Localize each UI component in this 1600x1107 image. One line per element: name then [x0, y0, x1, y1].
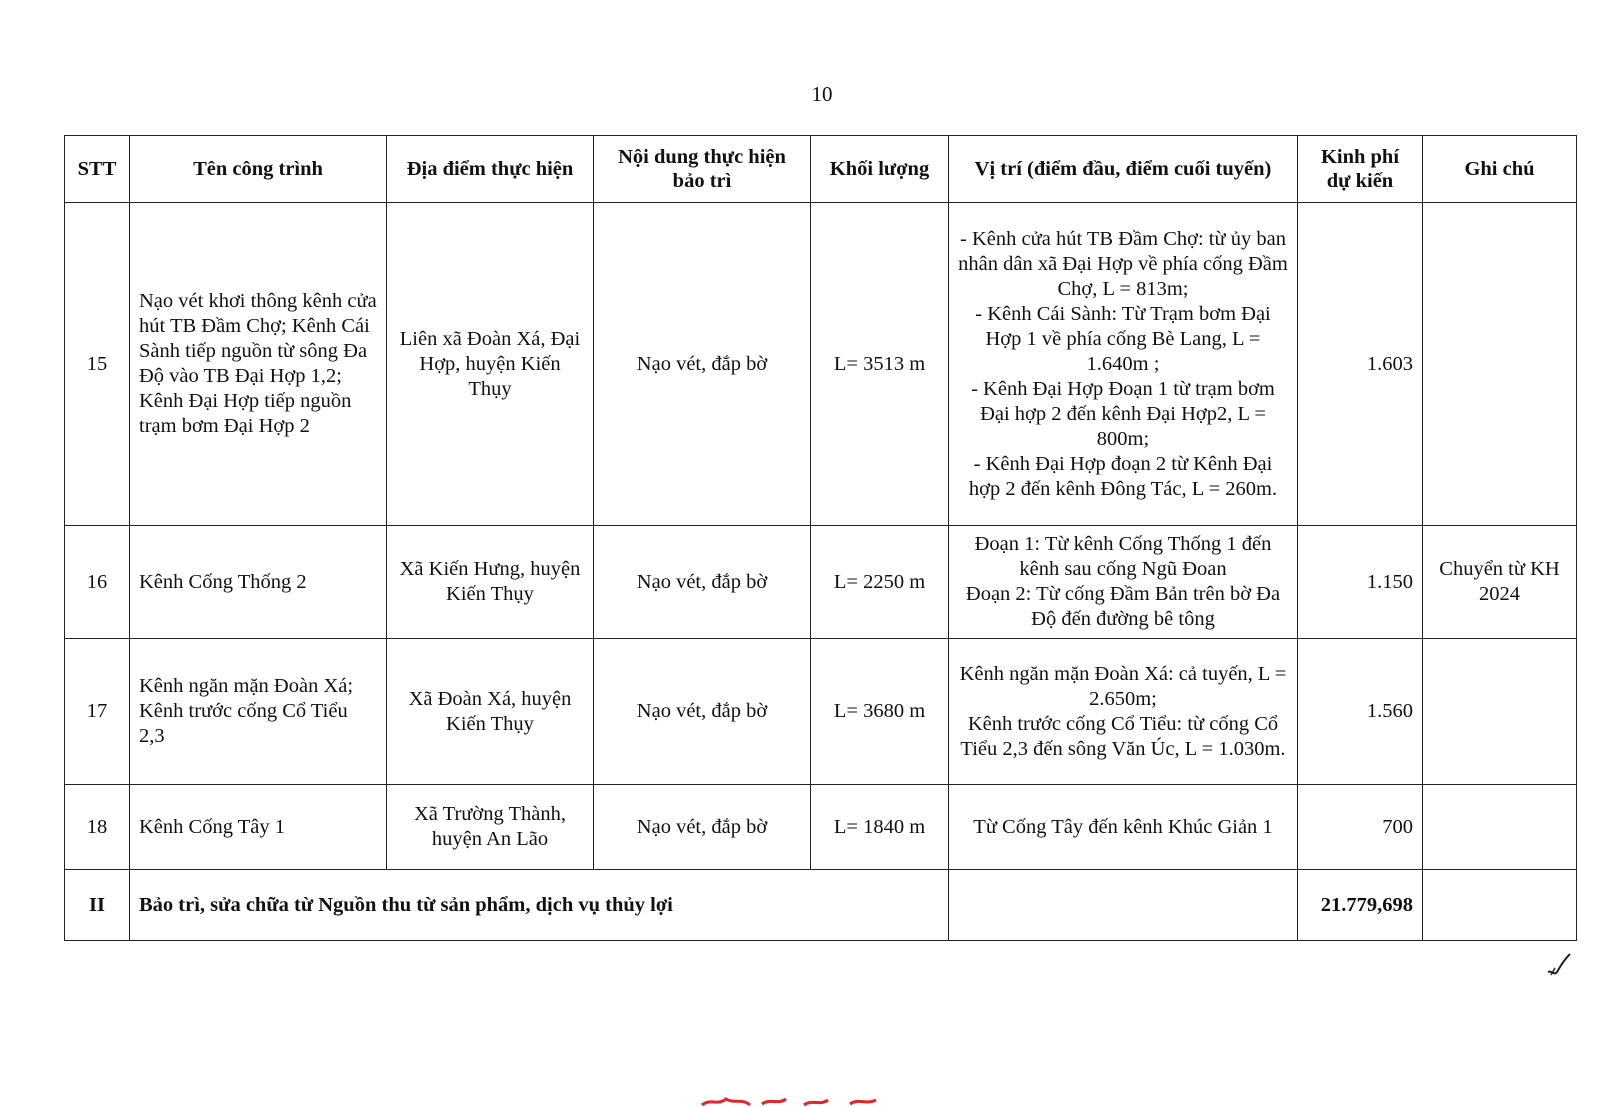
cell-ghi-chu: [1423, 639, 1577, 785]
section-vi-tri-empty: [949, 870, 1298, 941]
cell-stt: 18: [65, 785, 130, 870]
cell-ten-cong-trinh: Kênh Cống Tây 1: [130, 785, 387, 870]
cell-dia-diem: Xã Trường Thành, huyện An Lão: [387, 785, 594, 870]
cell-ten-cong-trinh: Kênh Cống Thống 2: [130, 526, 387, 639]
cell-khoi-luong: L= 3680 m: [811, 639, 949, 785]
section-kinh-phi: 21.779,698: [1298, 870, 1423, 941]
cell-dia-diem: Xã Đoàn Xá, huyện Kiến Thụy: [387, 639, 594, 785]
cell-kinh-phi: 1.560: [1298, 639, 1423, 785]
cell-kinh-phi: 1.603: [1298, 203, 1423, 526]
cell-ghi-chu: [1423, 785, 1577, 870]
table-row: [65, 203, 1577, 526]
cell-vi-tri: Đoạn 1: Từ kênh Cống Thống 1 đến kênh sau cống Ngũ Đoan Đoạn 2: Từ cống Đầm Bản trên bờ Đa Độ đến đường bê tông: [949, 526, 1298, 639]
page-number: 10: [811, 82, 833, 106]
header-vi-tri: Vị trí (điểm đầu, điểm cuối tuyến): [949, 136, 1298, 203]
header-noi-dung: Nội dung thực hiện bảo trì: [594, 136, 811, 203]
cell-ten-cong-trinh: Kênh ngăn mặn Đoàn Xá; Kênh trước cống Cổ Tiểu 2,3: [130, 639, 387, 785]
cell-vi-tri: Kênh ngăn mặn Đoàn Xá: cả tuyến, L = 2.650m; Kênh trước cống Cổ Tiểu: từ cống Cổ Tiểu 2,3 đến sông Văn Úc, L = 1.030m.: [949, 639, 1298, 785]
header-ghi-chu: Ghi chú: [1423, 136, 1577, 203]
cell-kinh-phi: 700: [1298, 785, 1423, 870]
cell-stt: 16: [65, 526, 130, 639]
section-ghi-chu-empty: [1423, 870, 1577, 941]
header-kinh-phi: Kinh phí dự kiến: [1298, 136, 1423, 203]
header-row: [65, 136, 1577, 203]
cell-ghi-chu: [1423, 203, 1577, 526]
cell-noi-dung: Nạo vét, đắp bờ: [594, 203, 811, 526]
cell-khoi-luong: L= 1840 m: [811, 785, 949, 870]
cell-vi-tri: - Kênh cửa hút TB Đầm Chợ: từ ủy ban nhân dân xã Đại Hợp về phía cống Đầm Chợ, L = 813m; - Kênh Cái Sành: Từ Trạm bơm Đại Hợp 1 về phía cống Bè Lang, L = 1.640m ; - Kênh Đại Hợp Đoạn 1 từ trạm bơm Đại hợp 2 đến kênh Đại Hợp2, L = 800m; - Kênh Đại Hợp đoạn 2 từ Kênh Đại hợp 2 đến kênh Đông Tác, L = 260m.: [949, 203, 1298, 526]
section-stt: II: [65, 870, 130, 941]
red-stamp-mark: [700, 1096, 890, 1107]
cell-noi-dung: Nạo vét, đắp bờ: [594, 639, 811, 785]
table-row: [65, 639, 1577, 785]
header-khoi-luong: Khối lượng: [811, 136, 949, 203]
cell-khoi-luong: L= 3513 m: [811, 203, 949, 526]
initial-mark-icon: [1546, 952, 1572, 978]
cell-khoi-luong: L= 2250 m: [811, 526, 949, 639]
cell-stt: 17: [65, 639, 130, 785]
cell-ten-cong-trinh: Nạo vét khơi thông kênh cửa hút TB Đầm Chợ; Kênh Cái Sành tiếp nguồn từ sông Đa Độ vào TB Đại Hợp 1,2; Kênh Đại Hợp tiếp nguồn trạm bơm Đại Hợp 2: [130, 203, 387, 526]
table-row: [65, 526, 1577, 639]
cell-ghi-chu: Chuyển từ KH 2024: [1423, 526, 1577, 639]
section-row: [65, 870, 1577, 941]
maintenance-table: [64, 135, 1577, 941]
cell-vi-tri: Từ Cống Tây đến kênh Khúc Giản 1: [949, 785, 1298, 870]
section-title: Bảo trì, sửa chữa từ Nguồn thu từ sản phẩm, dịch vụ thủy lợi: [130, 870, 949, 941]
header-ten-cong-trinh: Tên công trình: [130, 136, 387, 203]
cell-noi-dung: Nạo vét, đắp bờ: [594, 785, 811, 870]
header-dia-diem: Địa điểm thực hiện: [387, 136, 594, 203]
cell-dia-diem: Xã Kiến Hưng, huyện Kiến Thụy: [387, 526, 594, 639]
cell-stt: 15: [65, 203, 130, 526]
cell-kinh-phi: 1.150: [1298, 526, 1423, 639]
cell-dia-diem: Liên xã Đoàn Xá, Đại Hợp, huyện Kiến Thụy: [387, 203, 594, 526]
header-stt: STT: [65, 136, 130, 203]
cell-noi-dung: Nạo vét, đắp bờ: [594, 526, 811, 639]
table-row: [65, 785, 1577, 870]
